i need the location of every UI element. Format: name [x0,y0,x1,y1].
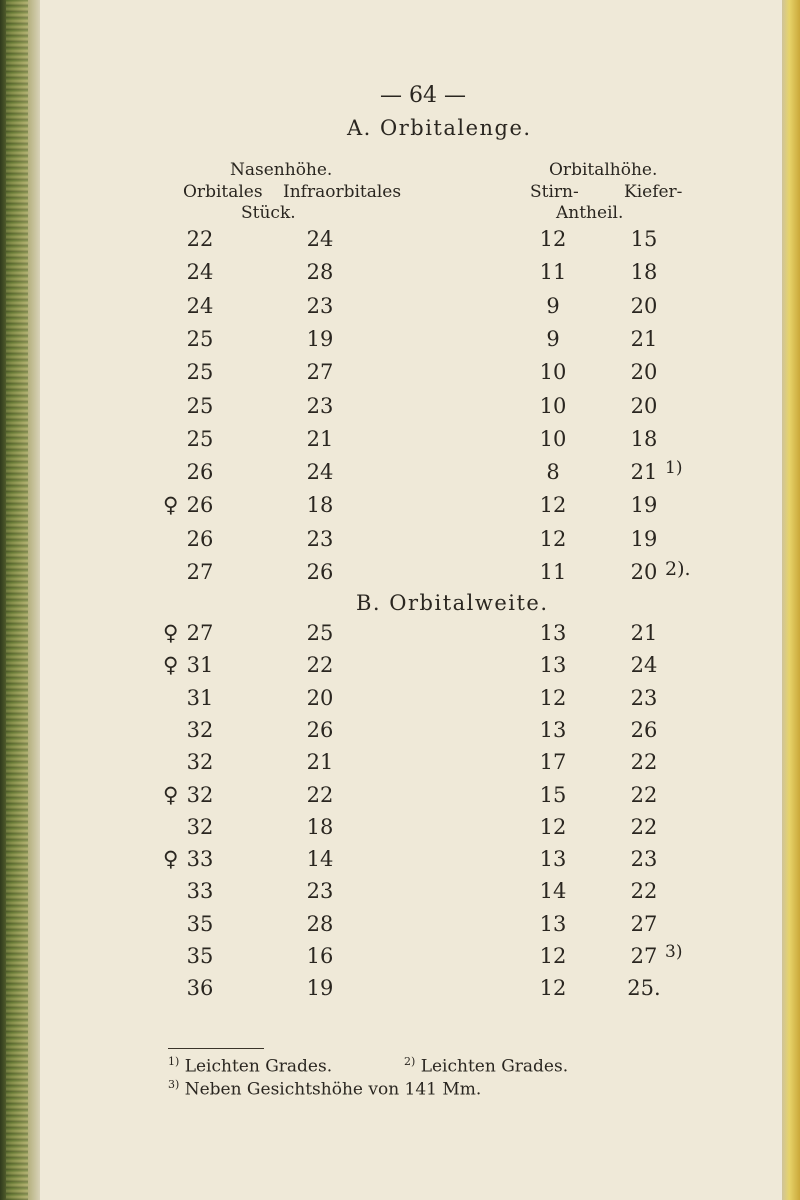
footnote-ref: 2). [665,558,691,580]
cell-infraorbitales: 26 [306,717,334,742]
cell-stirn: 11 [539,260,567,285]
footnote-3-text: Neben Gesichtshöhe von 141 Mm. [184,1079,482,1100]
cell-orbitales: 25 [186,393,214,418]
cell-kiefer: 22 [630,750,658,775]
cell-infraorbitales: 19 [306,326,334,351]
header-orbitales: Orbitales [183,182,263,202]
cell-kiefer: 23 [630,685,658,710]
cell-infraorbitales: 24 [306,460,334,485]
cell-orbitales: 31 [186,653,214,678]
cell-stirn: 12 [539,814,567,839]
cell-orbitales: 35 [186,944,214,968]
page-number: — 64 — [380,83,466,108]
cell-infraorbitales: 25 [306,621,334,645]
cell-infraorbitales: 14 [306,847,334,872]
cell-infraorbitales: 28 [306,911,334,936]
cell-infraorbitales: 23 [306,526,334,551]
cell-stirn: 11 [539,560,567,584]
cell-orbitales: 26 [186,493,214,518]
cell-infraorbitales: 19 [306,976,334,1001]
cell-infraorbitales: 21 [306,426,334,451]
cell-orbitales: 32 [186,814,214,839]
cell-infraorbitales: 22 [306,782,334,807]
cell-stirn: 13 [539,847,567,872]
cell-infraorbitales: 16 [306,944,334,968]
cell-kiefer: 27 [630,911,658,936]
cell-kiefer: 20 [630,560,658,584]
header-stueck: Stück. [241,203,296,223]
cell-stirn: 13 [539,653,567,678]
cell-kiefer: 27 [630,944,658,968]
footnote-1-mark: 1) [168,1055,180,1068]
cell-stirn: 17 [539,750,567,775]
cell-kiefer: 19 [630,493,658,518]
header-stirn: Stirn- [530,182,579,202]
cell-sex: ♀ [163,782,179,807]
cell-stirn: 13 [539,621,567,645]
cell-kiefer: 22 [630,814,658,839]
cell-stirn: 10 [539,360,567,385]
cell-orbitales: 32 [186,750,214,775]
cell-orbitales: 33 [186,879,214,904]
cell-orbitales: 27 [186,621,214,645]
cell-infraorbitales: 21 [306,750,334,775]
cell-infraorbitales: 23 [306,879,334,904]
cell-orbitales: 32 [186,782,214,807]
section-a-title: A. Orbitalenge. [347,116,532,140]
footnote-rule [168,1048,264,1049]
cell-orbitales: 31 [186,685,214,710]
cell-kiefer: 21 [630,326,658,351]
cell-stirn: 13 [539,717,567,742]
cell-orbitales: 25 [186,326,214,351]
book-edge-right [782,0,800,1200]
cell-orbitales: 25 [186,426,214,451]
cell-orbitales: 26 [186,460,214,485]
header-kiefer: Kiefer- [624,182,683,202]
cell-kiefer: 20 [630,393,658,418]
cell-stirn: 8 [546,460,560,485]
cell-orbitales: 25 [186,360,214,385]
cell-stirn: 14 [539,879,567,904]
cell-infraorbitales: 24 [306,227,334,251]
cell-infraorbitales: 18 [306,493,334,518]
cell-orbitales: 22 [186,227,214,251]
footnote-2-mark: 2) [404,1055,416,1068]
cell-kiefer: 21 [630,460,658,485]
cell-infraorbitales: 23 [306,293,334,318]
cell-infraorbitales: 27 [306,360,334,385]
footnote-3-mark: 3) [168,1078,180,1091]
cell-kiefer: 21 [630,621,658,645]
cell-kiefer: 18 [630,426,658,451]
cell-orbitales: 32 [186,717,214,742]
cell-orbitales: 24 [186,293,214,318]
cell-kiefer: 22 [630,782,658,807]
book-spine-left [0,0,40,1200]
cell-stirn: 9 [546,293,560,318]
cell-kiefer: 19 [630,526,658,551]
cell-kiefer: 22 [630,879,658,904]
footnote-2 [404,1055,568,1077]
cell-orbitales: 36 [186,976,214,1001]
footnote-1 [168,1055,332,1077]
cell-orbitales: 24 [186,260,214,285]
cell-kiefer: 25. [627,976,661,1001]
cell-stirn: 12 [539,976,567,1001]
header-antheil: Antheil. [556,203,624,223]
cell-kiefer: 24 [630,653,658,678]
cell-stirn: 12 [539,493,567,518]
cell-orbitales: 33 [186,847,214,872]
cell-sex: ♀ [163,621,179,645]
cell-kiefer: 20 [630,360,658,385]
cell-infraorbitales: 26 [306,560,334,584]
cell-orbitales: 35 [186,911,214,936]
cell-sex: ♀ [163,847,179,872]
cell-stirn: 13 [539,911,567,936]
cell-stirn: 12 [539,944,567,968]
cell-infraorbitales: 23 [306,393,334,418]
cell-orbitales: 26 [186,526,214,551]
footnote-ref: 3) [665,942,683,962]
cell-orbitales: 27 [186,560,214,584]
footnote-3 [168,1078,481,1100]
cell-kiefer: 15 [630,227,658,251]
cell-kiefer: 23 [630,847,658,872]
cell-stirn: 9 [546,326,560,351]
cell-kiefer: 20 [630,293,658,318]
cell-stirn: 10 [539,426,567,451]
header-infraorbitales: Infraorbitales [283,182,402,202]
cell-infraorbitales: 22 [306,653,334,678]
footnote-1-text: Leichten Grades. [184,1056,333,1077]
header-nasenhoehe: Nasenhöhe. [230,160,333,180]
cell-infraorbitales: 28 [306,260,334,285]
cell-stirn: 10 [539,393,567,418]
cell-sex: ♀ [163,493,179,518]
cell-stirn: 15 [539,782,567,807]
cell-stirn: 12 [539,227,567,251]
cell-kiefer: 18 [630,260,658,285]
header-orbitalhoehe: Orbitalhöhe. [549,160,658,180]
section-b-title: B. Orbitalweite. [356,591,549,615]
cell-stirn: 12 [539,526,567,551]
cell-stirn: 12 [539,685,567,710]
cell-kiefer: 26 [630,717,658,742]
cell-infraorbitales: 20 [306,685,334,710]
cell-infraorbitales: 18 [306,814,334,839]
cell-sex: ♀ [163,653,179,678]
footnote-ref: 1) [665,458,683,479]
footnote-2-text: Leichten Grades. [420,1056,569,1077]
